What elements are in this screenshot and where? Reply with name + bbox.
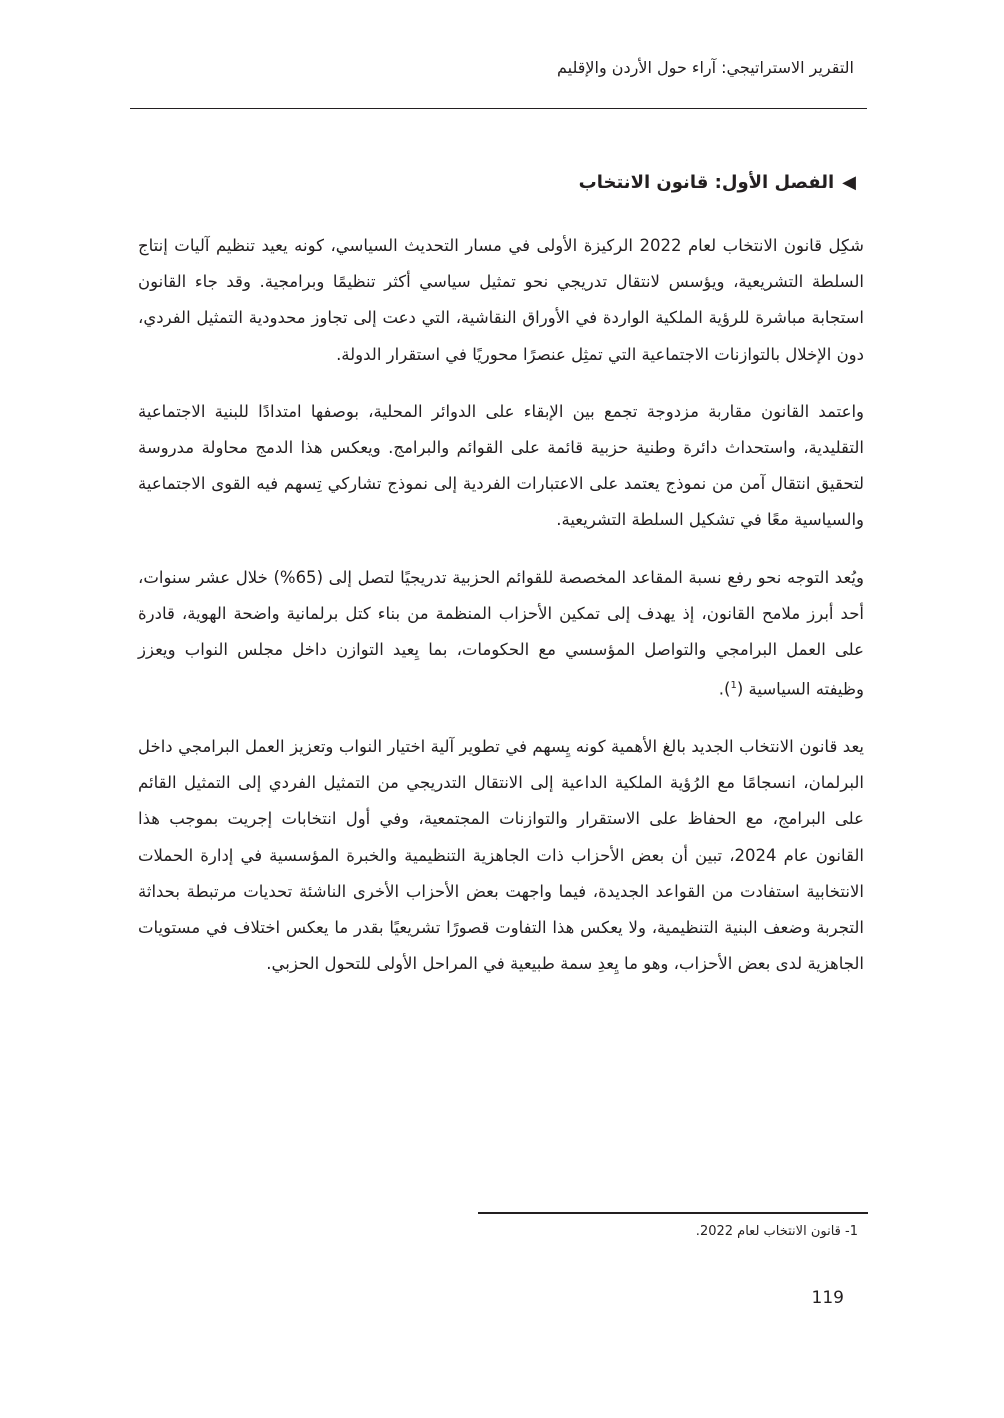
running-header: التقرير الاستراتيجي: آراء حول الأردن والإقليم bbox=[556, 58, 854, 77]
paragraph-3 bbox=[138, 560, 864, 708]
body-text bbox=[138, 228, 864, 1003]
page-number: 119 bbox=[811, 1288, 844, 1308]
chapter-title: الفصل الأول: قانون الانتخاب bbox=[578, 172, 835, 193]
paragraph-3-tail: ). bbox=[718, 679, 731, 699]
footnote-1: 1- قانون الانتخاب لعام 2022. bbox=[695, 1224, 858, 1239]
triangle-bullet-icon: ◀ bbox=[842, 171, 856, 193]
paragraph-3-text: ويُعد التوجه نحو رفع نسبة المقاعد المخصصة للقوائم الحزبية تدريجيًا لتصل إلى (65%) خلال عشر سنوات، أحد أبرز ملامح القانون، إذ يهدف إلى تمكين الأحزاب المنظمة من بناء كتل برلمانية واضحة الهوية، قادرة على العمل البرامجي والتواصل المؤسسي مع الحكومات، بما يِعيد التوازن داخل مجلس النواب ويعزز وظيفته السياسية ( bbox=[138, 567, 864, 699]
header-divider bbox=[130, 108, 867, 109]
paragraph-2: واعتمد القانون مقاربة مزدوجة تجمع بين الإبقاء على الدوائر المحلية، بوصفها امتدادًا للبنية الاجتماعية التقليدية، واستحداث دائرة وطنية حزبية قائمة على القوائم والبرامج. ويعكس هذا الدمج محاولة مدروسة لتحقيق انتقال آمن من نموذج يعتمد على الاعتبارات الفردية إلى نموذج تشاركي تِسهم فيه القوى الاجتماعية والسياسية معًا في تشكيل السلطة التشريعية. bbox=[138, 401, 864, 530]
paragraph-4: يعد قانون الانتخاب الجديد بالغ الأهمية كونه يِسهم في تطوير آلية اختيار النواب وتعزيز العمل البرامجي داخل البرلمان، انسجامًا مع الرُؤية الملكية الداعية إلى الانتقال التدريجي من التمثيل الفردي إلى التمثيل القائم على البرامج، مع الحفاظ على الاستقرار والتوازنات المجتمعية، وفي أول انتخابات إجريت بموجب هذا القانون عام 2024، تبين أن بعض الأحزاب ذات الجاهزية التنظيمية والخبرة المؤسسية في إدارة الحملات الانتخابية استفادت من القواعد الجديدة، فيما واجهت بعض الأحزاب الأخرى الناشئة تحديات مرتبطة بحداثة التجربة وضعف البنية التنظيمية، ولا يعكس هذا التفاوت قصورًا تشريعيًا بقدر ما يعكس اختلاف في مستويات الجاهزية لدى بعض الأحزاب، وهو ما يِعدِ سمة طبيعية في المراحل الأولى للتحول الحزبي. bbox=[138, 736, 864, 974]
paragraph-1: شكِل قانون الانتخاب لعام 2022 الركيزة الأولى في مسار التحديث السياسي، كونه يعيد تنظيم آليات إنتاج السلطة التشريعية، ويؤسس لانتقال تدريجي نحو تمثيل سياسي أكثر تنظيمًا وبرامجية. وقد جاء القانون استجابة مباشرة للرؤية الملكية الواردة في الأوراق النقاشية، التي دعت إلى تجاوز محدودية التمثيل الفردي، دون الإخلال بالتوازنات الاجتماعية التي تمثِل عنصرًا محوريًا في استقرار الدولة. bbox=[138, 236, 864, 364]
chapter-heading bbox=[136, 172, 856, 193]
footnote-divider bbox=[478, 1212, 868, 1214]
footnote-reference[interactable]: 1 bbox=[730, 680, 737, 692]
